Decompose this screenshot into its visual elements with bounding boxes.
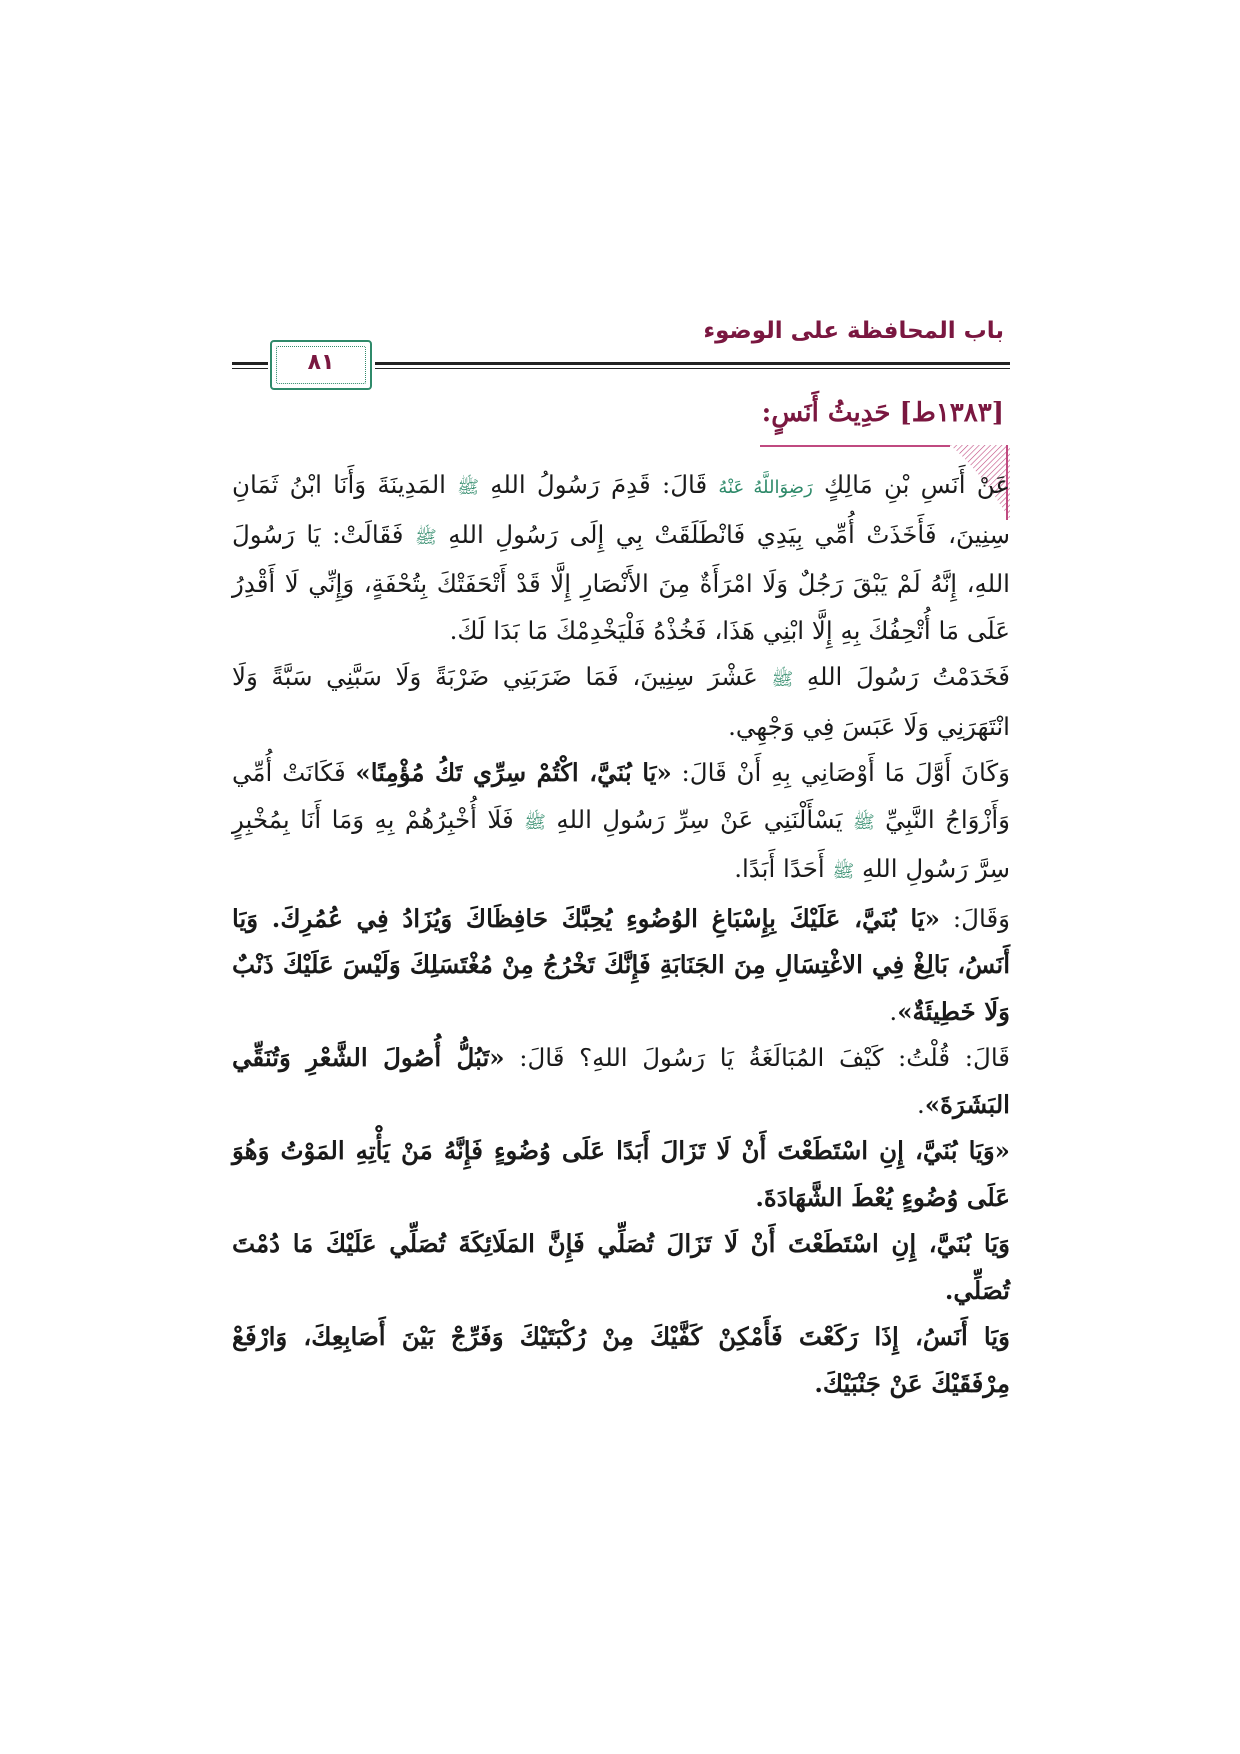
sallallahu-honorific: ﷺ [457,477,479,498]
text-segment: فَلَا أُخْبِرُهُمْ بِهِ وَمَا أَنَا بِمُخْبِرٍ سِرَّ رَسُولِ اللهِ [232,804,1010,883]
page-number-frame [270,340,372,390]
text-segment: وَكَانَ أَوَّلَ مَا أَوْصَانِي بِهِ أَنْ قَالَ: [681,758,1011,787]
sallallahu-honorific: ﷺ [832,861,855,882]
text-segment: فَكَانَتْ أُمِّي وَأَزْوَاجُ النَّبِيِّ [232,758,1010,834]
paragraph-8: وَيَا أَنَسُ، إِذَا رَكَعْتَ فَأَمْكِنْ كَفَّيْكَ مِنْ رُكْبَتَيْكَ وَفَرِّجْ بَيْنَ أَصَابِعِكَ، وَارْفَعْ مِرْفَقَيْكَ عَنْ جَنْبَيْكَ. [232,1322,1010,1398]
text-segment: وَقَالَ: [952,903,1010,933]
paragraph-5 [232,1035,1010,1128]
sallallahu-honorific: ﷺ [524,811,546,833]
paragraph-2 [232,654,1010,750]
text-segment: عَشْرَ سِنِينَ، فَمَا ضَرَبَنِي ضَرْبَةً وَلَا سَبَّنِي سَبَّةً وَلَا انْتَهَرَنِي وَلَا عَبَسَ فِي وَجْهِي. [232,662,1010,741]
radiyallahu-honorific: رَضِوَاللَّهُ عَنْهُ [718,477,813,498]
text-segment: يَسْأَلْنَنِي عَنْ سِرِّ رَسُولِ اللهِ [556,804,843,834]
sallallahu-honorific: ﷺ [852,811,875,833]
text-segment: المَدِينَةَ وَأَنَا ابْنُ ثَمَانِ سِنِينَ، فَأَخَذَتْ أُمِّي بِيَدِي فَانْطَلَقَتْ بِي إِلَى رَسُولِ اللهِ [232,470,1010,549]
text-segment: . [889,996,898,1026]
running-header-title: باب المحافظة على الوضوء [703,318,1004,344]
header-rule-left [232,362,268,369]
paragraph-3 [232,750,1010,896]
text-segment: فَقَالَتْ: يَا رَسُولَ اللهِ، إِنَّهُ لَمْ يَبْقَ رَجُلٌ وَلَا امْرَأَةٌ مِنَ الأَنْصَارِ إِلَّا قَدْ أَتْحَفَتْكَ بِتُحْفَةٍ، وَإِنِّي لَا أَقْدِرُ عَلَى مَا أُتْحِفُكَ بِهِ إِلَّا ابْنِي هَذَا، فَخُذْهُ فَلْيَخْدِمْكَ مَا بَدَا لَكَ. [232,519,1010,645]
paragraph-1 [232,462,1010,654]
text-segment: عَنْ أَنَسِ بْنِ مَالِكٍ [824,470,1010,499]
prophetic-quote: «يَا بُنَيَّ، عَلَيْكَ بِإِسْبَاغِ الوُضُوءِ يُحِبَّكَ حَافِظَاكَ وَيُزَادُ فِي عُمُرِكَ. وَيَا أَنَسُ، بَالِغْ فِي الاغْتِسَالِ مِنَ الجَنَابَةِ فَإِنَّكَ تَخْرُجُ مِنْ مُغْتَسَلِكَ وَلَيْسَ عَلَيْكَ ذَنْبٌ وَلَا خَطِيئَةٌ» [232,903,1010,1026]
prophetic-quote: «يَا بُنَيَّ، اكْتُمْ سِرِّي تَكُ مُؤْمِنًا» [355,758,672,787]
text-segment: فَخَدَمْتُ رَسُولَ اللهِ [806,662,1010,691]
header-rule-right [375,362,1010,369]
page-number: ٨١ [307,350,335,375]
paragraph-7: وَيَا بُنَيَّ، إِنِ اسْتَطَعْتَ أَنْ لَا تَزَالَ تُصَلِّي فَإِنَّ المَلَائِكَةَ تُصَلِّي عَلَيْكَ مَا دُمْتَ تُصَلِّي. [232,1229,1010,1305]
paragraph-4 [232,896,1010,1036]
text-segment: أَحَدًا أَبَدًا. [734,854,825,883]
prophetic-quote: «تَبُلُّ أُصُولَ الشَّعْرِ وَتُنَقِّي البَشَرَةَ» [232,1043,1010,1119]
heading-underline [760,445,950,447]
text-segment: قَالَ: قَدِمَ رَسُولُ اللهِ [490,470,708,499]
hadith-body [232,462,1010,1407]
paragraph-6: «وَيَا بُنَيَّ، إِنِ اسْتَطَعْتَ أَنْ لَا تَزَالَ أَبَدًا عَلَى وُضُوءٍ فَإِنَّهُ مَنْ يَأْتِهِ المَوْتُ وَهُوَ عَلَى وُضُوءٍ يُعْطَ الشَّهَادَةَ. [232,1136,1010,1212]
sallallahu-honorific: ﷺ [414,526,437,548]
text-segment: . [917,1089,925,1119]
text-segment: قَالَ: قُلْتُ: كَيْفَ المُبَالَغَةُ يَا رَسُولَ اللهِ؟ قَالَ: [519,1043,1010,1072]
sallallahu-honorific: ﷺ [771,669,794,690]
hadith-heading: [١٣٨٣ط] حَدِيثُ أَنَسٍ: [761,398,1004,428]
